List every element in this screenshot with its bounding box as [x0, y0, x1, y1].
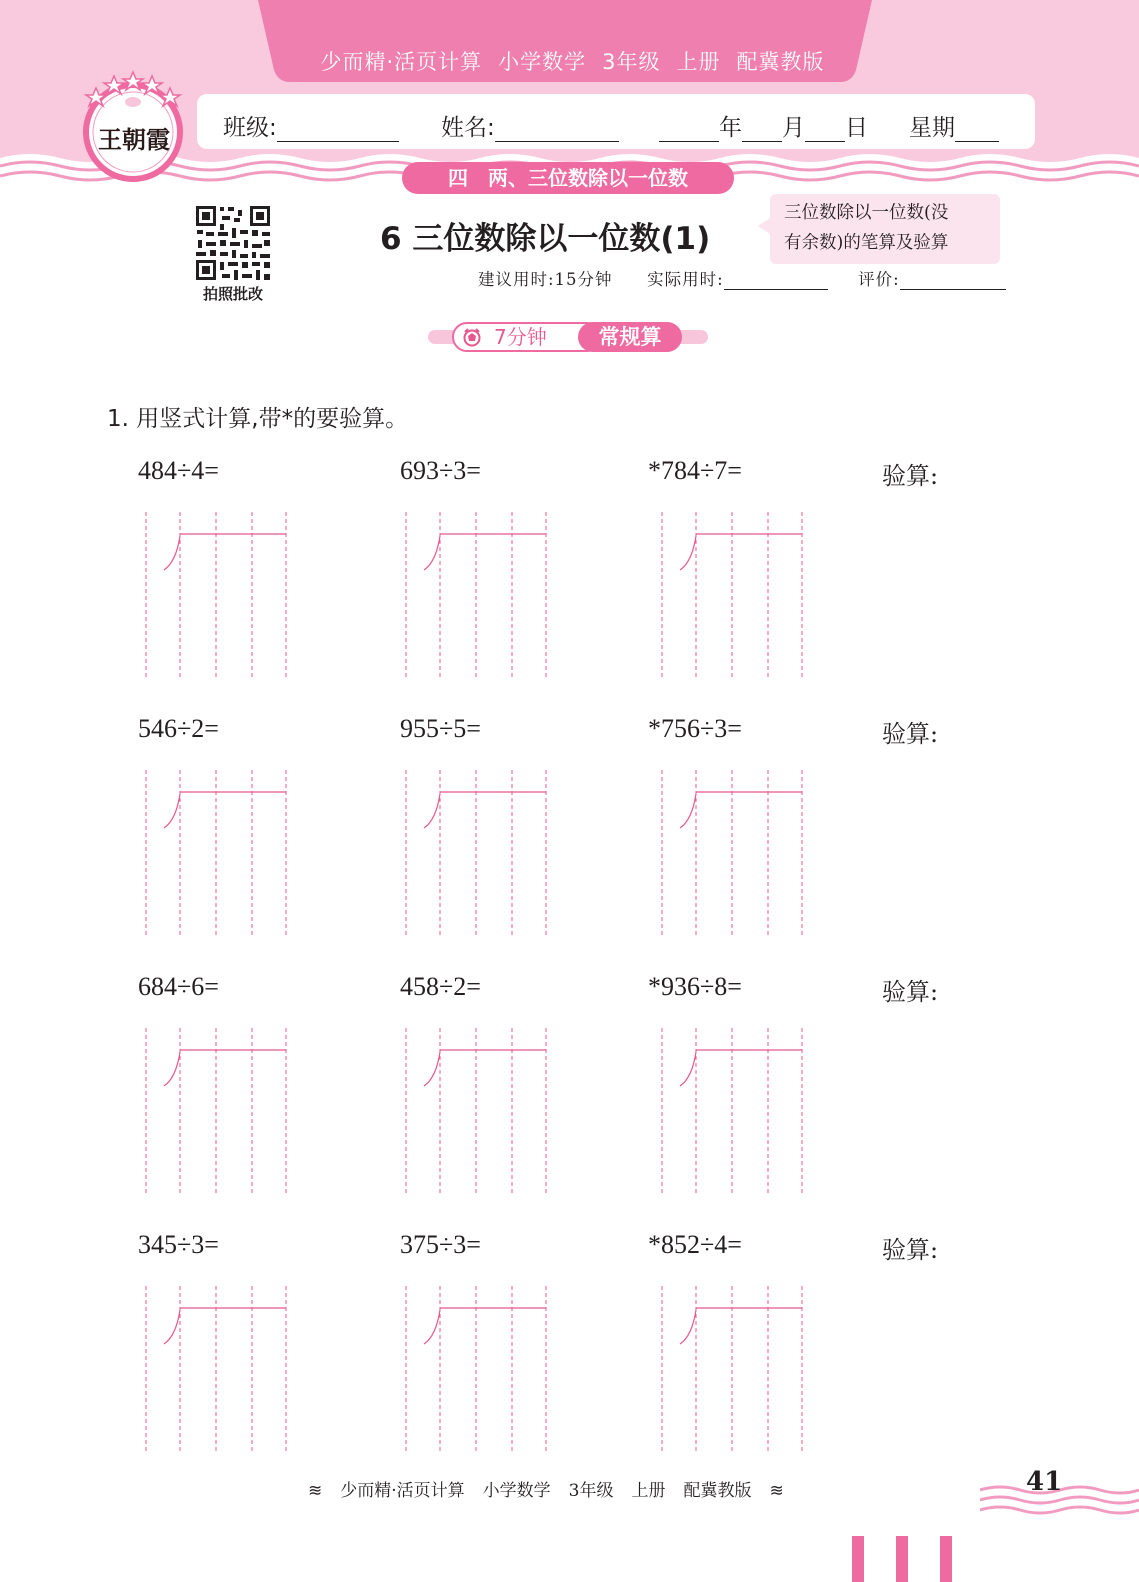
page-number: 41: [1026, 1467, 1063, 1497]
expression: 693÷3=: [400, 456, 481, 485]
expression: 484÷4=: [138, 456, 219, 485]
expression-with-check: *936÷8=: [648, 972, 742, 1001]
work-grid[interactable]: [660, 770, 820, 936]
lesson-objective-callout: [770, 194, 1000, 264]
weekday-label: 星期: [909, 115, 955, 141]
expression: 345÷3=: [138, 1230, 219, 1259]
month-blank[interactable]: [742, 120, 782, 142]
expression: 458÷2=: [400, 972, 481, 1001]
logo-text: 王朝霞: [98, 125, 170, 154]
month-label: 月: [782, 115, 805, 141]
edge-tab-mark: [852, 1536, 864, 1582]
callout-line: 三位数除以一位数(没: [784, 203, 949, 223]
work-grid[interactable]: [404, 770, 564, 936]
evaluation-blank[interactable]: [900, 272, 1006, 290]
qr-label: 拍照批改: [202, 285, 263, 303]
class-blank[interactable]: [277, 120, 399, 142]
check-label: 验算:: [882, 720, 939, 748]
work-grid[interactable]: [404, 1028, 564, 1194]
work-grid[interactable]: [404, 1286, 564, 1452]
check-label: 验算:: [882, 978, 939, 1006]
lesson-title: 6 三位数除以一位数(1): [380, 221, 711, 257]
check-label: 验算:: [882, 462, 939, 490]
qr-code-icon[interactable]: [194, 204, 272, 282]
clock-icon: [462, 327, 482, 347]
work-grid[interactable]: [660, 1286, 820, 1452]
class-field[interactable]: [223, 109, 399, 142]
series-part: 上册: [676, 50, 721, 74]
series-part: 少而精·活页计算: [320, 50, 483, 74]
evaluation-label: 评价:: [858, 270, 900, 289]
work-grid[interactable]: [144, 1028, 304, 1194]
work-grid[interactable]: [660, 512, 820, 678]
work-grid[interactable]: [404, 512, 564, 678]
time-row: [478, 266, 1006, 290]
footer-part: 上册: [631, 1481, 666, 1501]
expression: 546÷2=: [138, 714, 219, 743]
actual-time-label: 实际用时:: [647, 270, 724, 289]
unit-title: 四 两、三位数除以一位数: [402, 162, 734, 194]
series-title: [300, 46, 845, 76]
series-part: 配冀教版: [736, 50, 825, 74]
weekday-blank[interactable]: [955, 120, 999, 142]
expression-with-check: *852÷4=: [648, 1230, 742, 1259]
series-part: 3年级: [602, 50, 661, 74]
callout-line: 有余数)的笔算及验算: [784, 233, 949, 253]
name-field[interactable]: [441, 109, 619, 142]
work-grid[interactable]: [144, 770, 304, 936]
section-type: 常规算: [578, 322, 682, 352]
wave-icon: ≋: [769, 1481, 784, 1501]
suggested-time: 建议用时:15分钟: [478, 270, 613, 289]
expression-with-check: *784÷7=: [648, 456, 742, 485]
weekday-field[interactable]: [909, 109, 999, 142]
expression: 955÷5=: [400, 714, 481, 743]
section-time: 7分钟: [494, 325, 547, 349]
expression-with-check: *756÷3=: [648, 714, 742, 743]
edge-tab-mark: [896, 1536, 908, 1582]
expression: 375÷3=: [400, 1230, 481, 1259]
work-grid[interactable]: [144, 512, 304, 678]
actual-time-blank[interactable]: [724, 272, 828, 290]
footer-part: 少而精·活页计算: [340, 1481, 465, 1501]
check-label: 验算:: [882, 1236, 939, 1264]
footer-series: [308, 1476, 802, 1501]
work-grid[interactable]: [144, 1286, 304, 1452]
date-field[interactable]: [659, 109, 868, 142]
footer-part: 配冀教版: [683, 1481, 752, 1501]
day-blank[interactable]: [805, 120, 845, 142]
name-blank[interactable]: [495, 120, 619, 142]
name-label: 姓名:: [441, 115, 495, 141]
expression: 684÷6=: [138, 972, 219, 1001]
series-part: 小学数学: [498, 50, 587, 74]
work-grid[interactable]: [660, 1028, 820, 1194]
section-tag: [428, 322, 708, 352]
footer-part: 小学数学: [482, 1481, 551, 1501]
question-text: 1. 用竖式计算,带*的要验算。: [107, 406, 409, 432]
edge-tab-mark: [940, 1536, 952, 1582]
student-info-box: [197, 94, 1035, 149]
class-label: 班级:: [223, 115, 277, 141]
year-blank[interactable]: [659, 120, 719, 142]
day-label: 日: [845, 115, 868, 141]
footer-part: 3年级: [568, 1481, 614, 1501]
wave-icon: ≋: [308, 1481, 323, 1501]
year-label: 年: [719, 115, 742, 141]
